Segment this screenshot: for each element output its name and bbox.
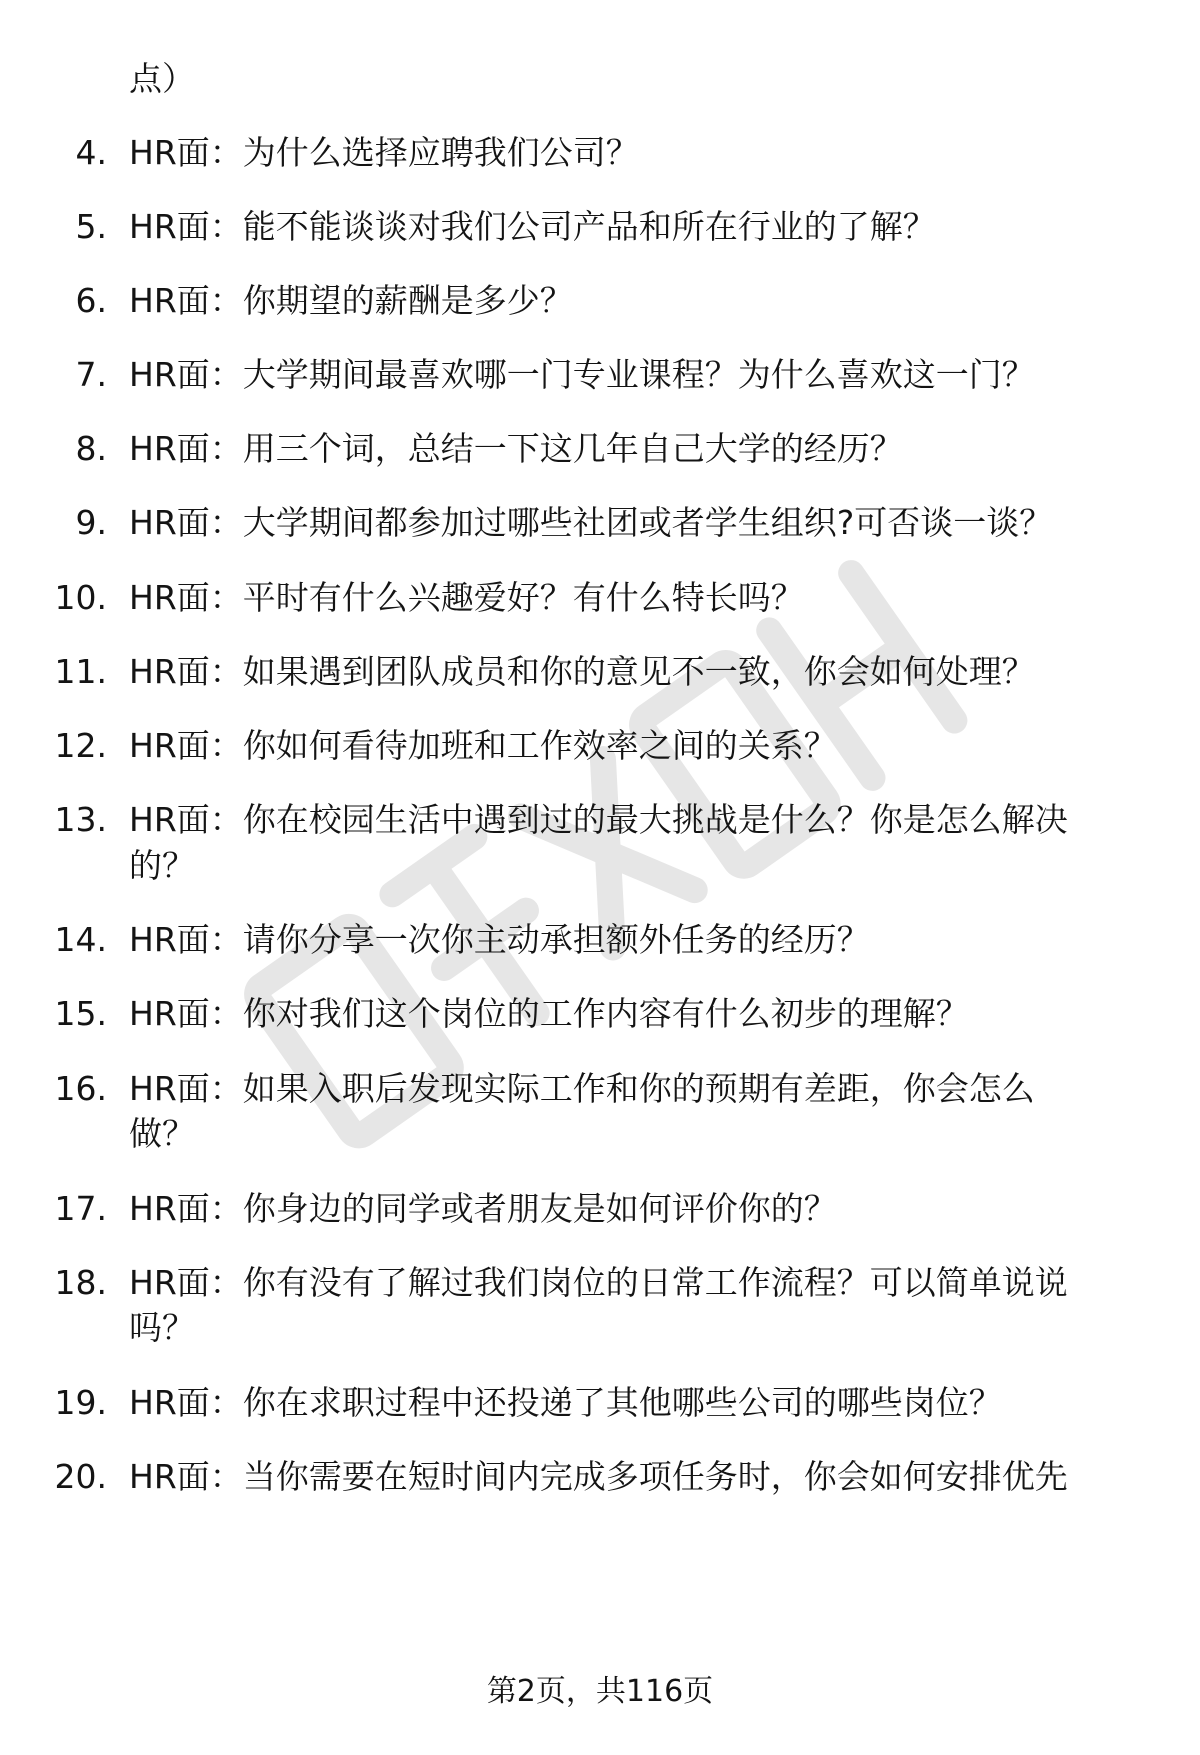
item-number: 17.: [54, 1189, 107, 1228]
item-text: HR面：为什么选择应聘我们公司？: [129, 133, 639, 172]
item-number: 6.: [75, 281, 107, 320]
item-number: 11.: [54, 652, 107, 691]
item-text-continuation: 吗？: [129, 1308, 195, 1347]
item-number: 18.: [54, 1263, 107, 1302]
item-number: 8.: [75, 429, 107, 468]
item-text: HR面：你有没有了解过我们岗位的日常工作流程？可以简单说说: [129, 1263, 1068, 1302]
item-text: HR面：你如何看待加班和工作效率之间的关系？: [129, 726, 837, 765]
item-text: HR面：你身边的同学或者朋友是如何评价你的？: [129, 1189, 837, 1228]
item-number: 5.: [75, 207, 107, 246]
item-text: HR面：如果遇到团队成员和你的意见不一致，你会如何处理？: [129, 652, 1035, 691]
item-text: HR面：你期望的薪酬是多少？: [129, 281, 573, 320]
page-footer: 第2页，共116页: [486, 1674, 714, 1709]
item-text: HR面：用三个词，总结一下这几年自己大学的经历？: [129, 429, 903, 468]
item-text: HR面：你在校园生活中遇到过的最大挑战是什么？你是怎么解决: [129, 800, 1068, 839]
item-number: 12.: [54, 726, 107, 765]
item-text: HR面：平时有什么兴趣爱好？有什么特长吗？: [129, 578, 804, 617]
item-text: HR面：能不能谈谈对我们公司产品和所在行业的了解？: [129, 207, 936, 246]
item-text: HR面：大学期间都参加过哪些社团或者学生组织?可否谈一谈？: [129, 503, 1053, 542]
item-number: 7.: [75, 355, 107, 394]
item-text: HR面：如果入职后发现实际工作和你的预期有差距，你会怎么: [129, 1069, 1035, 1108]
item-number: 20.: [54, 1457, 107, 1496]
item-number: 15.: [54, 994, 107, 1033]
item-text: HR面：你在求职过程中还投递了其他哪些公司的哪些岗位？: [129, 1383, 1002, 1422]
item-number: 16.: [54, 1069, 107, 1108]
item-number: 14.: [54, 920, 107, 959]
item-text-continuation: 做？: [129, 1114, 195, 1153]
item-number: 10.: [54, 578, 107, 617]
item-text: HR面：当你需要在短时间内完成多项任务时，你会如何安排优先: [129, 1457, 1068, 1496]
item-text: HR面：请你分享一次你主动承担额外任务的经历？: [129, 920, 870, 959]
item-number: 13.: [54, 800, 107, 839]
item-text: HR面：大学期间最喜欢哪一门专业课程？为什么喜欢这一门？: [129, 355, 1035, 394]
item-text-continuation: 的？: [129, 846, 195, 885]
item-number: 4.: [75, 133, 107, 172]
item-number: 9.: [75, 503, 107, 542]
item-text: HR面：你对我们这个岗位的工作内容有什么初步的理解？: [129, 994, 969, 1033]
item-number: 19.: [54, 1383, 107, 1422]
continuation-text: 点）: [129, 59, 195, 98]
